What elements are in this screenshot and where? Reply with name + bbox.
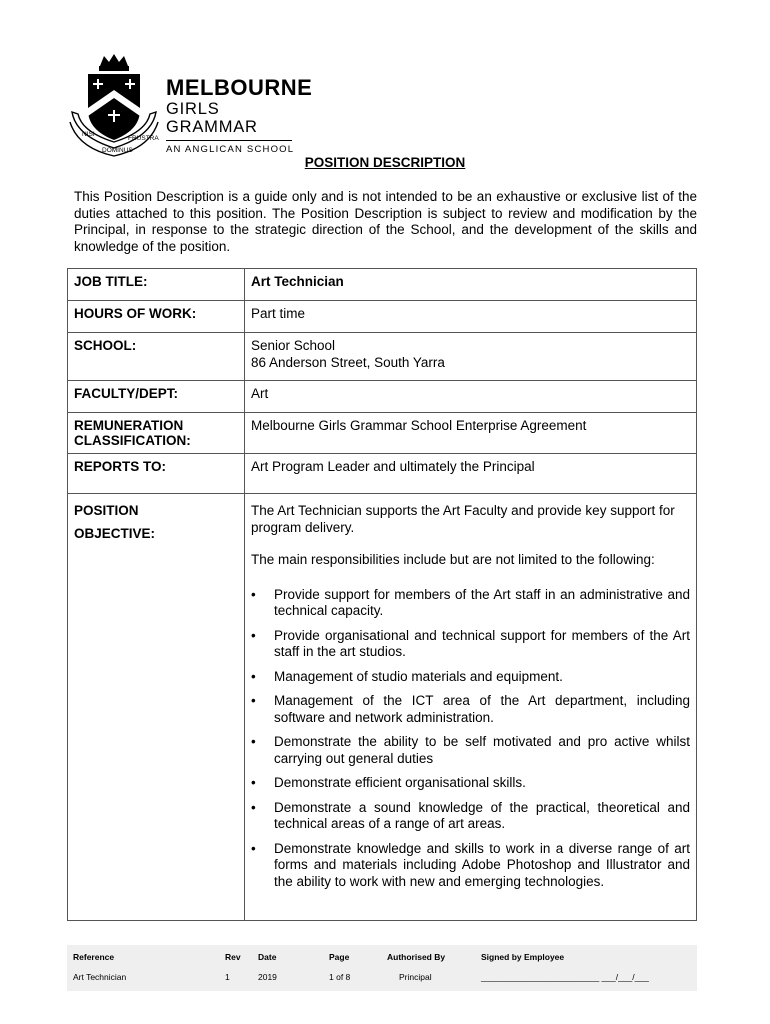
row-hours <box>68 301 697 333</box>
objective-paragraph-1: The Art Technician supports the Art Faculty and provide key support for program delivery. <box>251 503 675 535</box>
responsibility-text: Demonstrate efficient organisational skills. <box>274 775 526 790</box>
footer-header-rev: Rev <box>225 952 241 962</box>
bullet-icon: • <box>251 734 256 749</box>
footer-header-reference: Reference <box>73 952 115 962</box>
objective-label <box>68 494 245 921</box>
school-wordmark <box>166 76 312 155</box>
school-label: SCHOOL: <box>68 333 245 381</box>
responsibility-text: Provide organisational and technical support for members of the Art staff in the art studios. <box>274 627 690 659</box>
school-name: Senior School <box>251 338 336 353</box>
responsibility-text: Demonstrate knowledge and skills to work in a diverse range of art forms and materials including Adobe Photoshop and Illustrator and the ability to work with new and emerging technologies. <box>274 840 690 889</box>
remuneration-label-line-2: CLASSIFICATION: <box>74 433 191 448</box>
list-item <box>251 734 690 767</box>
bullet-icon: • <box>251 840 256 856</box>
row-position-objective <box>68 494 697 921</box>
footer-header-page: Page <box>329 952 350 962</box>
objective-value <box>245 494 697 921</box>
list-item <box>251 628 690 661</box>
responsibilities-list <box>251 587 690 891</box>
objective-label-line-1: POSITION <box>74 503 139 518</box>
footer-header-signed-by: Signed by Employee <box>481 952 565 962</box>
bullet-icon: • <box>251 693 256 708</box>
list-item <box>251 800 690 833</box>
motto-word-3: FRUSTRA <box>128 135 159 142</box>
reports-to-label: REPORTS TO: <box>68 454 245 494</box>
bullet-icon: • <box>251 627 256 643</box>
document-footer <box>67 945 697 991</box>
footer-rev-value: 1 <box>225 972 230 982</box>
footer-reference-value: Art Technician <box>73 972 127 982</box>
bullet-icon: • <box>251 586 256 602</box>
row-remuneration <box>68 413 697 454</box>
wordmark-line-1: MELBOURNE <box>166 75 313 100</box>
list-item <box>251 669 690 686</box>
objective-paragraph-2: The main responsibilities include but are not limited to the following: <box>251 552 655 567</box>
responsibility-text: Management of studio materials and equipment. <box>274 668 563 684</box>
wordmark-line-2: GIRLS GRAMMAR <box>166 100 258 136</box>
row-faculty <box>68 381 697 413</box>
row-job-title <box>68 269 697 301</box>
list-item <box>251 775 690 792</box>
reports-to-value: Art Program Leader and ultimately the Principal <box>245 454 697 494</box>
objective-label-line-2: OBJECTIVE: <box>74 526 156 541</box>
list-item <box>251 693 690 726</box>
faculty-value: Art <box>245 381 697 413</box>
footer-header-authorised-by: Authorised By <box>387 952 446 962</box>
page-title: POSITION DESCRIPTION <box>304 155 466 170</box>
wordmark-divider <box>166 140 292 141</box>
responsibility-text: Management of the ICT area of the Art department, including software and network administration. <box>274 693 690 725</box>
list-item <box>251 587 690 620</box>
school-crest-icon <box>66 52 162 162</box>
job-title-label: JOB TITLE: <box>68 269 245 301</box>
row-reports-to <box>68 454 697 494</box>
remuneration-label <box>68 413 245 454</box>
responsibility-text: Demonstrate a sound knowledge of the practical, theoretical and technical areas of a range of art areas. <box>274 799 690 831</box>
footer-date-value: 2019 <box>258 972 277 982</box>
position-details-table <box>67 268 697 921</box>
bullet-icon: • <box>251 668 256 684</box>
bullet-icon: • <box>251 775 256 790</box>
footer-page-value: 1 of 8 <box>329 972 351 982</box>
responsibility-text: Demonstrate the ability to be self motivated and pro active whilst carrying out general duties <box>274 734 690 766</box>
responsibility-text: Provide support for members of the Art staff in an administrative and technical capacity. <box>274 586 690 618</box>
motto-word-1: NISI <box>82 131 95 138</box>
intro-paragraph: This Position Description is a guide only and is not intended to be an exhaustive or exclusive list of the duties attached to this position. The Position Description is subject to review and modification by the Principal, in response to the strategic direction of the School, and the development of the skills and knowledge of the position. <box>74 189 697 254</box>
motto-word-2: DOMINUS <box>102 147 133 154</box>
remuneration-label-line-1: REMUNERATION <box>74 418 184 433</box>
school-value <box>245 333 697 381</box>
hours-value: Part time <box>245 301 697 333</box>
footer-authorised-by-value: Principal <box>399 972 432 982</box>
remuneration-value: Melbourne Girls Grammar School Enterprise Agreement <box>245 413 697 454</box>
school-address: 86 Anderson Street, South Yarra <box>251 354 445 370</box>
footer-header-date: Date <box>258 952 277 962</box>
hours-label: HOURS OF WORK: <box>68 301 245 333</box>
wordmark-line-3: AN ANGLICAN SCHOOL <box>166 144 295 155</box>
bullet-icon: • <box>251 799 256 815</box>
school-logo <box>66 52 313 162</box>
faculty-label: FACULTY/DEPT: <box>68 381 245 413</box>
footer-signature-line: _________________________ ___/___/___ <box>481 972 649 982</box>
list-item <box>251 841 690 891</box>
row-school <box>68 333 697 381</box>
job-title-value: Art Technician <box>245 269 697 301</box>
